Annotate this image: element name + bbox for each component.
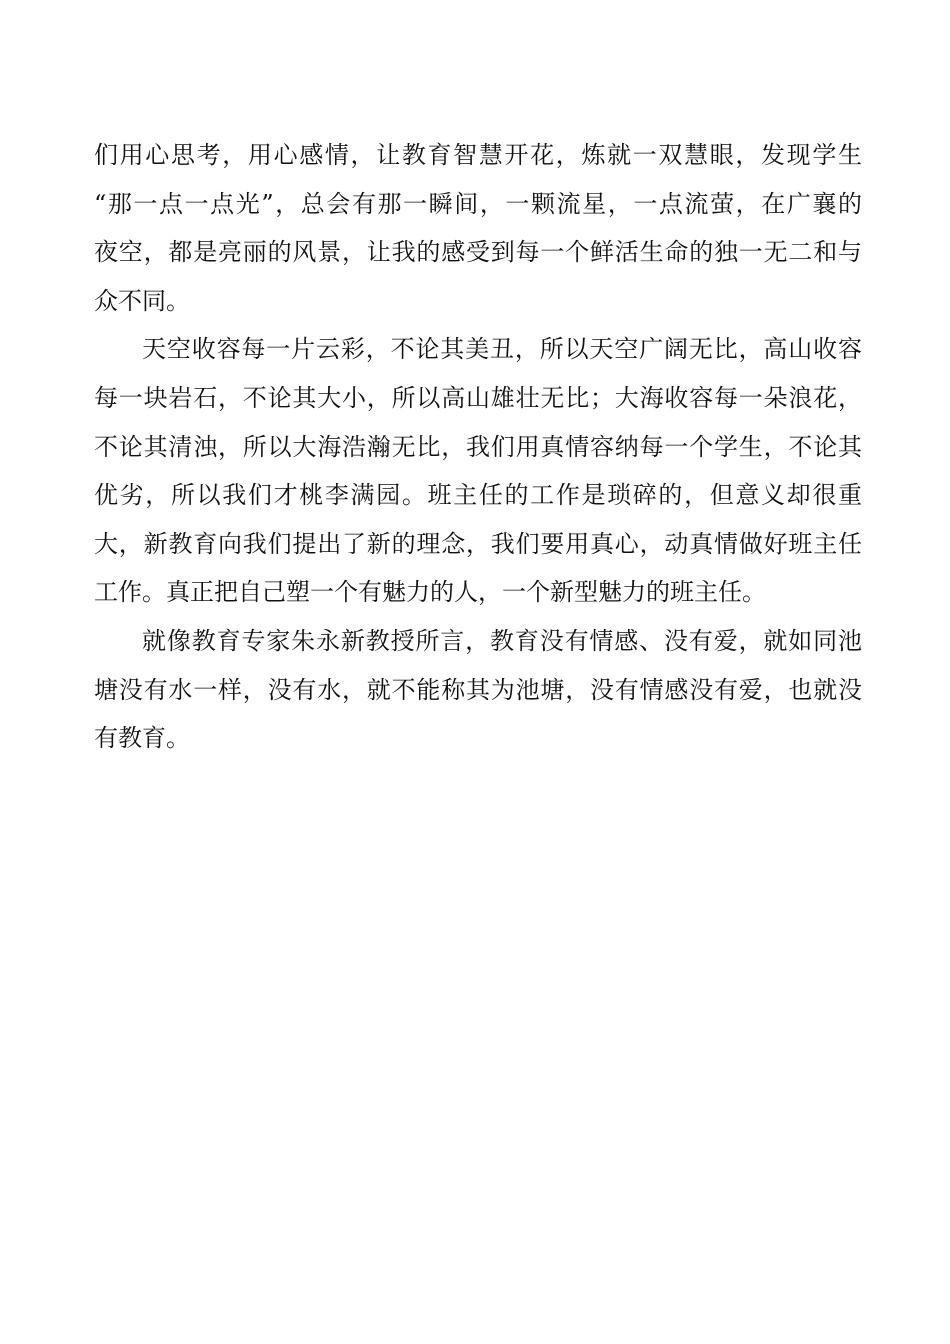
text-line: 工作。真正把自己塑一个有魅力的人，一个新型魅力的班主任。 xyxy=(94,578,766,607)
text-line: 夜空，都是亮丽的风景，让我的感受到每一个鲜活生命的独一无二和与 xyxy=(94,238,862,267)
text-line: 塘没有水一样，没有水，就不能称其为池塘，没有情感没有爱，也就没 xyxy=(94,675,862,704)
text-line: 就像教育专家朱永新教授所言，教育没有情感、没有爱，就如同池 xyxy=(142,626,862,655)
text-line: 有教育。 xyxy=(94,724,190,753)
text-line: 众不同。 xyxy=(94,286,190,315)
document-body xyxy=(94,131,862,763)
text-line: 们用心思考，用心感情，让教育智慧开花，炼就一双慧眼，发现学生 xyxy=(94,141,862,169)
text-line: 优劣，所以我们才桃李满园。班主任的工作是琐碎的，但意义却很重 xyxy=(94,481,862,510)
paragraph-2 xyxy=(94,325,862,617)
text-line: 不论其清浊，所以大海浩瀚无比，我们用真情容纳每一个学生，不论其 xyxy=(94,432,862,461)
paragraph-3 xyxy=(94,617,862,763)
text-line: 每一块岩石，不论其大小，所以高山雄壮无比；大海收容每一朵浪花， xyxy=(94,383,862,412)
paragraph-1 xyxy=(94,131,862,325)
text-line: “那一点一点光”，总会有那一瞬间，一颗流星，一点流萤，在广襄的 xyxy=(94,189,862,218)
text-line: 大，新教育向我们提出了新的理念，我们要用真心，动真情做好班主任 xyxy=(94,529,862,558)
text-line: 天空收容每一片云彩，不论其美丑，所以天空广阔无比，高山收容 xyxy=(142,335,862,364)
